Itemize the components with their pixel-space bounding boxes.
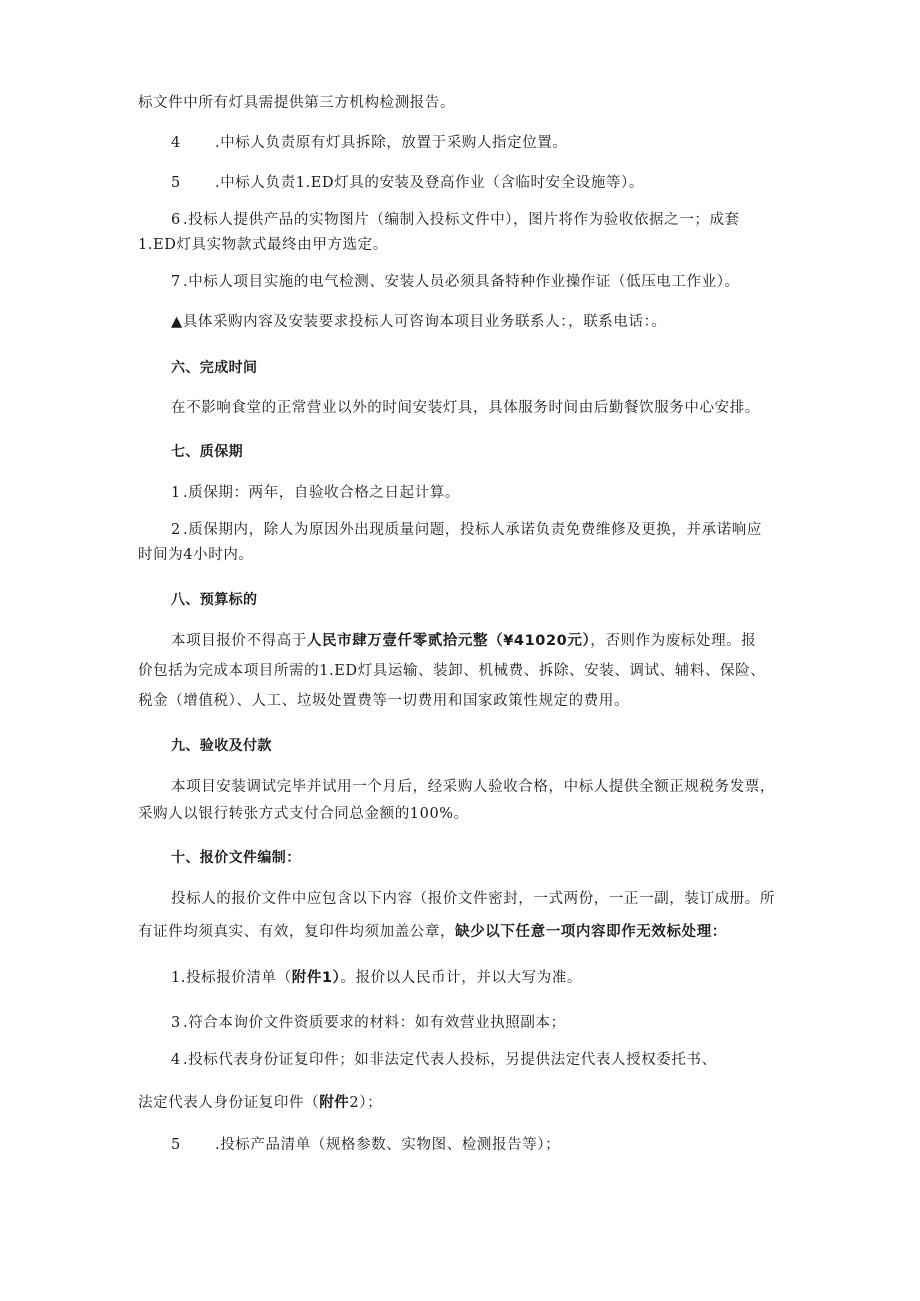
list-item-6 — [171, 210, 740, 230]
warranty-item-2 — [171, 520, 762, 540]
list-item-6-continued: 1.ED灯具实物款式最终由甲方选定。 — [138, 237, 388, 253]
list-number: 4 — [171, 135, 181, 151]
budget-text-pre: 本项目报价不得高于 — [171, 633, 307, 649]
attachment-2-label: 附件 — [319, 1095, 350, 1111]
warranty-item-1 — [171, 483, 460, 503]
list-number: 4 — [171, 1052, 181, 1068]
intro-paragraph: 标文件中所有灯具需提供第三方机构检测报告。 — [138, 95, 456, 111]
section-heading-9: 九、验收及付款 — [171, 738, 272, 754]
list-text: .中标人负责原有灯具拆除，放置于采购人指定位置。 — [215, 135, 568, 151]
list-item-4 — [171, 133, 568, 153]
budget-text-post: ，否则作为废标处理。报 — [590, 633, 757, 649]
warranty-item-2-continued: 时间为4小时内。 — [138, 547, 254, 563]
section-heading-7: 七、质保期 — [171, 444, 243, 460]
quote-item-4-text-post: 2）； — [349, 1095, 383, 1111]
attachment-1-label: 附件1） — [291, 970, 341, 986]
budget-line-2: 价包括为完成本项目所需的1.ED灯具运输、装卸、机械费、拆除、安装、调试、辅料、保险、 — [138, 663, 766, 679]
quote-docs-line-2 — [138, 922, 727, 942]
list-text: .投标产品清单（规格参数、实物图、检测报告等）； — [215, 1137, 561, 1153]
list-number: 1 — [171, 485, 181, 501]
list-text: .中标人项目实施的电气检测、安装人员必须具备特种作业操作证（低压电工作业）。 — [183, 274, 740, 290]
quote-item-4-continued — [138, 1093, 382, 1113]
quote-item-5 — [171, 1135, 560, 1155]
quote-item-4 — [171, 1050, 717, 1070]
budget-line-1 — [171, 631, 756, 651]
list-number: 2 — [171, 522, 181, 538]
quote-item-1 — [171, 968, 582, 988]
list-text: .投标代表身份证复印件；如非法定代表人投标，另提供法定代表人授权委托书、 — [183, 1052, 717, 1068]
list-item-7 — [171, 272, 740, 292]
list-text: .质保期内，除人为原因外出现质量问题，投标人承诺负责免费维修及更换，并承诺响应 — [183, 522, 763, 538]
section-heading-6: 六、完成时间 — [171, 360, 258, 376]
list-number: 5 — [171, 1137, 181, 1153]
quote-docs-warning: 缺少以下任意一项内容即作无效标处理： — [455, 924, 727, 940]
payment-line-1: 本项目安装调试完毕并试用一个月后，经采购人验收合格，中标人提供全额正规税务发票， — [171, 779, 775, 795]
payment-line-2: 采购人以银行转张方式支付合同总金额的100%。 — [138, 806, 469, 822]
list-item-5 — [171, 173, 644, 193]
notice-line: ▲具体采购内容及安装要求投标人可咨询本项目业务联系人：，联系电话：。 — [171, 314, 667, 330]
quote-docs-line-1: 投标人的报价文件中应包含以下内容（报价文件密封，一式两份，一正一副，装订成册。所 — [171, 891, 775, 907]
list-number: 6 — [171, 212, 181, 228]
list-text: .符合本询价文件资质要求的材料：如有效营业执照副本； — [183, 1015, 566, 1031]
quote-item-4-text-pre: 法定代表人身份证复印件（ — [138, 1095, 320, 1111]
quote-item-text-pre: 1.投标报价清单（ — [171, 970, 292, 986]
list-text: .质保期：两年，自验收合格之日起计算。 — [183, 485, 461, 501]
section-heading-8: 八、预算标的 — [171, 592, 258, 608]
section-6-text: 在不影响食堂的正常营业以外的时间安装灯具，具体服务时间由后勤餐饮服务中心安排。 — [171, 400, 760, 416]
quote-docs-text: 有证件均须真实、有效，复印件均须加盖公章， — [138, 924, 456, 940]
list-number: 3 — [171, 1015, 181, 1031]
list-text: .中标人负责1.ED灯具的安装及登高作业（含临时安全设施等）。 — [215, 175, 645, 191]
list-number: 7 — [171, 274, 181, 290]
section-heading-10: 十、报价文件编制： — [171, 850, 301, 866]
budget-line-3: 税金（增值税）、人工、垃圾处置费等一切费用和国家政策性规定的费用。 — [138, 693, 630, 709]
budget-amount: 人民市肆万壹仟零贰拾元整（¥41020元） — [306, 633, 591, 649]
quote-item-text-post: 。报价以人民币计，并以大写为准。 — [340, 970, 583, 986]
quote-item-3 — [171, 1013, 566, 1033]
list-text: .投标人提供产品的实物图片（编制入投标文件中），图片将作为验收依据之一；成套 — [183, 212, 740, 228]
list-number: 5 — [171, 175, 181, 191]
